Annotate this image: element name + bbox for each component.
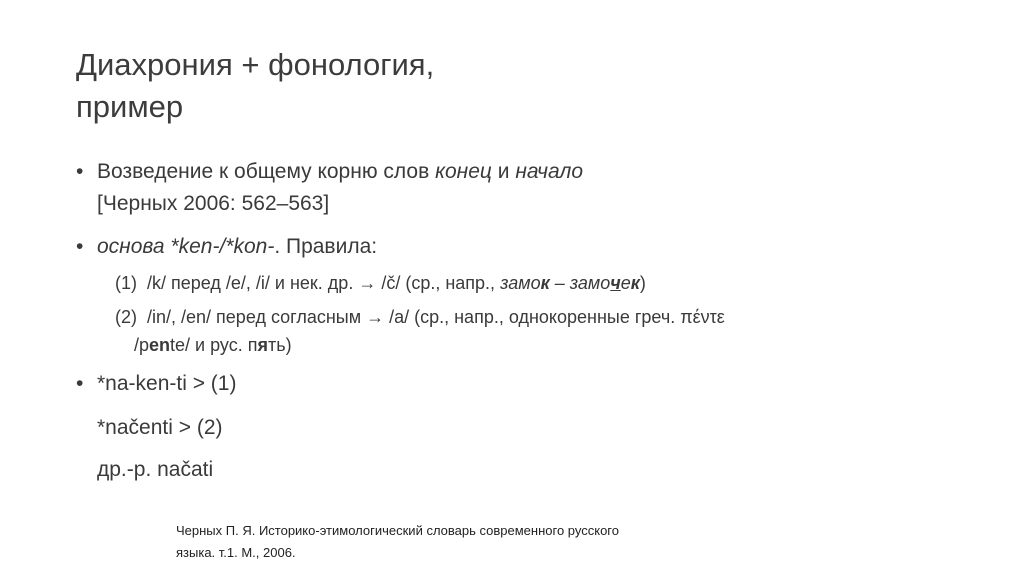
bullet-3-line-3: др.-р. načati bbox=[97, 458, 214, 481]
bullet-1-line-1 bbox=[97, 158, 583, 186]
rule-1-result: /č/ (ср., напр., bbox=[376, 273, 501, 293]
arrow-right-icon: → bbox=[366, 307, 385, 327]
rule-2 bbox=[115, 305, 725, 329]
bullet-dot: • bbox=[76, 372, 84, 395]
pyat-end: ть) bbox=[267, 335, 292, 355]
rule-2-text: /in/, /en/ перед согласным bbox=[147, 307, 367, 327]
base-forms: *ken-/*kon- bbox=[164, 235, 275, 258]
bullet-3-line-1: *na-ken-ti > (1) bbox=[97, 372, 237, 395]
rule-1-text: /k/ перед /e/, /i/ и нек. др. bbox=[147, 273, 359, 293]
example-zamochek-stem: замо bbox=[569, 273, 611, 293]
footnote-line-2: языка. т.1. М., 2006. bbox=[176, 545, 296, 560]
arrow-right-icon: → bbox=[358, 273, 377, 293]
base-label: основа bbox=[97, 235, 165, 258]
example-zamok-bold: к bbox=[540, 273, 550, 293]
bullet-dot: • bbox=[76, 160, 84, 183]
word-nachalo: начало bbox=[515, 160, 583, 183]
example-zamochek-ch: ч bbox=[610, 273, 621, 293]
pyat-ya-bold: я bbox=[257, 335, 268, 355]
bullet-1-reference: [Черных 2006: 562–563] bbox=[97, 192, 330, 215]
footnote-line-1: Черных П. Я. Историко-этимологический словарь современного русского bbox=[176, 523, 619, 538]
slide-title bbox=[76, 44, 434, 128]
rule-1-number: (1) bbox=[115, 273, 137, 293]
footnote bbox=[176, 520, 619, 564]
pente-en-bold: en bbox=[149, 335, 171, 355]
word-konets: конец bbox=[435, 160, 492, 183]
dash: – bbox=[549, 273, 570, 293]
title-line-1: Диахрония + фонология, bbox=[76, 47, 435, 82]
title-line-2: пример bbox=[76, 89, 184, 124]
example-zamochek-k: к bbox=[630, 273, 640, 293]
rules-label: . Правила: bbox=[274, 235, 378, 258]
close-paren: ) bbox=[639, 273, 646, 293]
bullet-dot: • bbox=[76, 235, 84, 258]
conjunction: и bbox=[491, 160, 516, 183]
rule-2-result: /a/ (ср., напр., однокоренные греч. πέντε bbox=[384, 307, 725, 327]
pente-start: /p bbox=[134, 335, 150, 355]
bullet-1-text: Возведение к общему корню слов bbox=[97, 160, 436, 183]
rule-2-continuation bbox=[134, 333, 292, 357]
bullet-3-line-2: *načenti > (2) bbox=[97, 416, 223, 439]
pente-rest: te/ и рус. п bbox=[170, 335, 258, 355]
rule-1 bbox=[115, 271, 646, 295]
bullet-2-line bbox=[97, 233, 377, 261]
example-zamochek-e: е bbox=[620, 273, 631, 293]
example-zamok-stem: замо bbox=[500, 273, 541, 293]
rule-2-number: (2) bbox=[115, 307, 137, 327]
